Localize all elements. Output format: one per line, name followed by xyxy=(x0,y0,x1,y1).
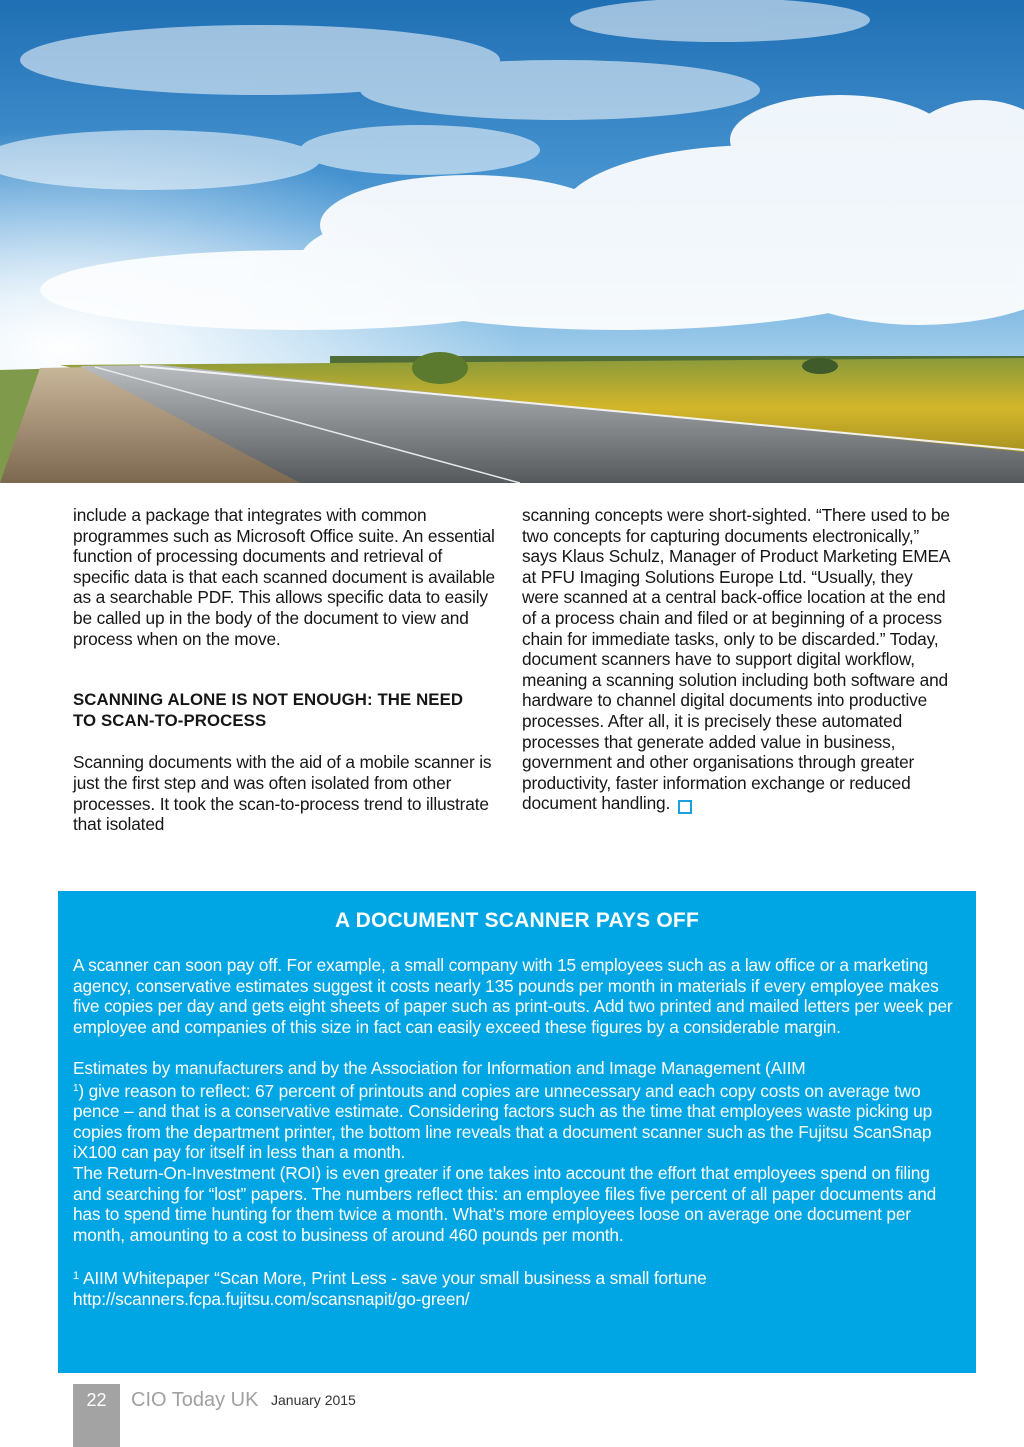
subheading-line-2: TO SCAN-TO-PROCESS xyxy=(73,710,267,730)
info-box-paragraph-2-rest: ) give reason to reflect: 67 percent of printouts and copies are unnecessary and each copy costs on average two pence – and that is a conservative estimate. Considering factors such as the time that employees waste picking up copies from the department printer, the bottom line reveals that a document scanner such as the Fujitsu ScanSnap iX100 can pay for itself in less than a month. xyxy=(73,1080,933,1163)
section-subheading xyxy=(73,690,498,731)
right-column xyxy=(522,505,954,814)
end-of-article-square-icon xyxy=(678,800,692,814)
right-paragraph-text: scanning concepts were short-sighted. “There used to be two concepts for capturing documents electronically,” says Klaus Schulz, Manager of Product Marketing EMEA at PFU Imaging Solutions Europe Ltd. “Usually, they were scanned at a central back-office location at the end of a process chain and filed or at beginning of a process chain for immediate tasks, only to be discarded.” Today, document scanners have to support digital workflow, meaning a scanning solution including both software and hardware to channel digital documents into productive processes. After all, it is precisely these automated processes that generate added value in business, government and other organisations through greater productivity, faster information exchange or reduced document handling. xyxy=(522,505,950,814)
info-box-title: A DOCUMENT SCANNER PAYS OFF xyxy=(335,909,699,932)
right-paragraph-1 xyxy=(522,505,954,814)
footnote-number: 1 xyxy=(73,1269,79,1282)
footnote-reference: 1 xyxy=(73,1082,79,1094)
info-box-paragraph-2-start: Estimates by manufacturers and by the Association for Information and Image Management (AIIM xyxy=(73,1057,806,1078)
issue-date: January 2015 xyxy=(271,1392,356,1408)
info-box xyxy=(58,891,976,1373)
footnote-url[interactable]: http://scanners.fcpa.fujitsu.com/scansnapit/go-green/ xyxy=(73,1288,470,1309)
publication-name: CIO Today UK xyxy=(131,1389,259,1411)
left-paragraph-2: Scanning documents with the aid of a mobile scanner is just the first step and was often isolated from other processes. It took the scan-to-process trend to illustrate that isolated xyxy=(73,752,492,835)
info-box-paragraph-3: The Return-On-Investment (ROI) is even greater if one takes into account the effort that employees spend on filing and searching for “lost” papers. The numbers reflect this: an employee files five percent of all paper documents and has to spend time hunting for them twice a month. What’s more employees loose on average one document per month, amounting to a cost to business of around 460 pounds per month. xyxy=(73,1162,937,1245)
hero-landscape-image xyxy=(0,0,1024,483)
footnote xyxy=(73,1266,961,1309)
subheading-line-1: SCANNING ALONE IS NOT ENOUGH: THE NEED xyxy=(73,690,464,710)
footnote-text: AIIM Whitepaper “Scan More, Print Less - save your small business a small fortune xyxy=(82,1267,707,1288)
left-column xyxy=(73,505,498,835)
page-number: 22 xyxy=(86,1390,107,1410)
info-box-paragraph-1: A scanner can soon pay off. For example, a small company with 15 employees such as a law office or a marketing agency, conservative estimates suggest it costs nearly 135 pounds per month in materials if every employee makes five copies per day and gets eight sheets of paper such as print-outs. Add two printed and mailed letters per week per employee and companies of this size in fact can easily exceed these figures by a considerable margin. xyxy=(73,955,953,1037)
info-box-paragraph-2 xyxy=(73,1058,961,1163)
left-paragraph-1: include a package that integrates with common programmes such as Microsoft Office suite. An essential function of processing documents and retrieval of specific data is that each scanned document is available as a searchable PDF. This allows specific data to easily be called up in the body of the document to view and process when on the move. xyxy=(73,505,495,649)
